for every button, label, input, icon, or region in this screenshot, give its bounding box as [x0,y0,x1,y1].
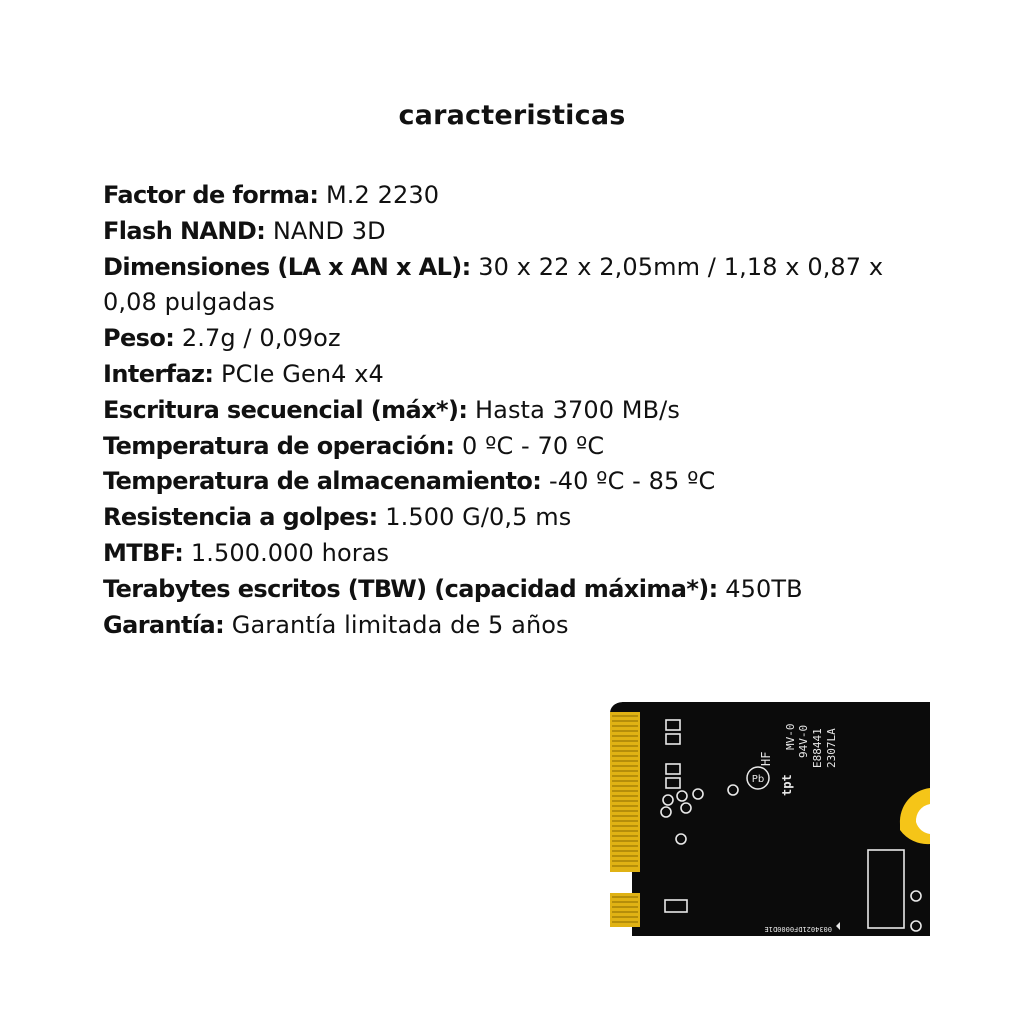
spec-row-dimensions [103,250,923,322]
hf-mark: HF [759,751,773,766]
spec-value: PCIe Gen4 x4 [221,359,384,388]
spec-label: Temperatura de operación: [103,431,455,460]
spec-row-weight [103,321,923,357]
e-number-mark: E88441 [811,728,824,768]
gold-contacts-lower [610,893,640,927]
spec-label: Garantía: [103,610,225,639]
spec-value: 1.500 G/0,5 ms [385,503,572,532]
spec-value: NAND 3D [272,216,386,245]
spec-row-warranty [103,608,923,644]
spec-row-sequential-write [103,393,923,429]
tpt-mark: tpt [780,774,794,796]
pb-mark: Pb [751,774,765,785]
spec-label: Escritura secuencial (máx*): [103,395,468,424]
code-mark: 2307LA [825,728,838,768]
spec-value: 0 ºC - 70 ºC [461,431,605,460]
spec-label: Peso: [103,324,175,353]
spec-row-shock [103,500,923,536]
spec-label: Temperatura de almacenamiento: [103,467,542,496]
ssd-pcb [610,702,930,936]
spec-value: 450TB [725,574,803,603]
spec-label: Factor de forma: [103,181,319,209]
spec-label: Interfaz: [103,359,214,388]
spec-value: 2.7g / 0,09oz [181,324,341,353]
page-title: caracteristicas [398,100,626,131]
spec-label: Flash NAND: [103,216,266,245]
key-notch [610,872,632,893]
spec-value: 1.500.000 horas [190,538,390,567]
spec-value: Garantía limitada de 5 años [231,610,569,639]
spec-label: Resistencia a golpes: [103,503,378,532]
mv-mark: MV-0 [784,723,797,750]
spec-label: Dimensiones (LA x AN x AL): [103,252,471,281]
serial-mark: 0034021DF0000D1E [764,925,832,933]
spec-label: Terabytes escritos (TBW) (capacidad máxima*): [103,574,718,603]
spec-value: 30 x 22 x 2,05mm / 1,18 x 0,87 x 0,08 pulgadas [103,252,884,317]
spec-row-mtbf [103,536,923,572]
spec-row-form-factor [103,178,923,214]
spec-row-storage-temp [103,464,923,500]
spec-row-operating-temp [103,429,923,465]
spec-row-interface [103,357,923,393]
v0-mark: 94V-0 [797,724,810,758]
spec-value: M.2 2230 [325,181,440,209]
spec-row-nand [103,214,923,250]
spec-label: MTBF: [103,538,184,567]
ssd-card-image [610,700,932,938]
spec-value: Hasta 3700 MB/s [475,395,680,424]
spec-row-tbw [103,572,923,608]
spec-value: -40 ºC - 85 ºC [548,467,716,496]
gold-contacts-upper [610,712,640,872]
spec-list [103,178,923,643]
